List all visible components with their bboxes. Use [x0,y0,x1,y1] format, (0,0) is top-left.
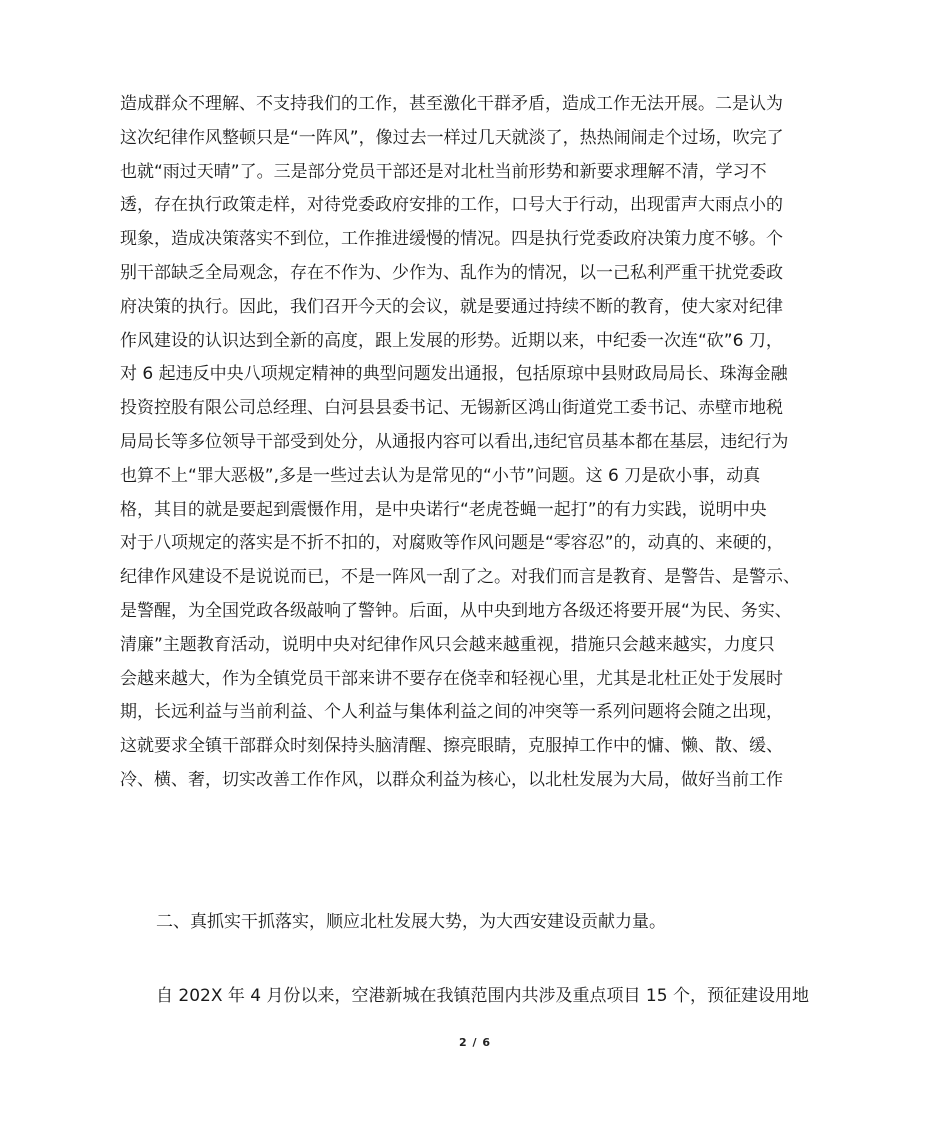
paragraph-line: 作风建设的认识达到全新的高度，跟上发展的形势。近期以来，中纪委一次连“砍”6 刀， [120,330,783,351]
paragraph-line: 对于八项规定的落实是不折不扣的，对腐败等作风问题是“零容忍”的，动真的、来硬的， [120,533,784,554]
paragraph-line: 清廉”主题教育活动，说明中央对纪律作风只会越来越重视，措施只会越来越实，力度只 [120,634,775,655]
paragraph-line: 格，其目的就是要起到震慑作用，是中央诺行“老虎苍蝇一起打”的有力实践，说明中央 [120,499,767,520]
paragraph-line: 别干部缺乏全局观念，存在不作为、少作为、乱作为的情况，以一己私利严重干扰党委政 [120,262,783,283]
paragraph-line: 透，存在执行政策走样，对待党委政府安排的工作，口号大于行动，出现雷声大雨点小的 [120,195,783,216]
paragraph-line: 也算不上“罪大恶极”,多是一些过去认为是常见的“小节”问题。这 6 刀是砍小事，动真 [120,465,761,486]
paragraph-line: 这就要求全镇干部群众时刻保持头脑清醒、擦亮眼睛，克服掉工作中的慵、懒、散、缓、 [120,736,783,757]
paragraph-line: 造成群众不理解、不支持我们的工作，甚至激化干群矛盾，造成工作无法开展。二是认为 [120,94,783,114]
paragraph-line: 冷、横、奢，切实改善工作作风，以群众利益为核心，以北杜发展为大局，做好当前工作 [120,769,783,790]
paragraph-line: 现象，造成决策落实不到位，工作推进缓慢的情况。四是执行党委政府决策力度不够。个 [120,229,783,250]
paragraph-line: 对 6 起违反中央八项规定精神的典型问题发出通报，包括原琼中县财政局局长、珠海金融 [120,364,788,385]
next-paragraph-line: 自 202X 年 4 月份以来，空港新城在我镇范围内共涉及重点项目 15 个，预征建设用地 [156,986,809,1006]
paragraph-line: 这次纪律作风整顿只是“一阵风”，像过去一样过几天就淡了，热热闹闹走个过场，吹完了 [120,127,784,148]
page-number: 2 / 6 [459,1036,491,1049]
paragraph-line: 府决策的执行。因此，我们召开今天的会议，就是要通过持续不断的教育，使大家对纪律 [120,296,783,317]
paragraph-line: 也就“雨过天晴”了。三是部分党员干部还是对北杜当前形势和新要求理解不清，学习不 [120,161,767,182]
paragraph-line: 纪律作风建设不是说说而已，不是一阵风一刮了之。对我们而言是教育、是警告、是警示、 [120,567,800,588]
section-heading: 二、真抓实干抓落实，顺应北杜发展大势，为大西安建设贡献力量。 [156,912,666,932]
paragraph-line: 投资控股有限公司总经理、白河县县委书记、无锡新区鸿山街道党工委书记、赤壁市地税 [120,398,783,419]
paragraph-line: 会越来越大，作为全镇党员干部来讲不要存在侥幸和轻视心里，尤其是北杜正处于发展时 [120,668,783,689]
body-paragraph [120,88,832,798]
paragraph-line: 局局长等多位领导干部受到处分，从通报内容可以看出,违纪官员基本都在基层，违纪行为 [120,431,789,452]
paragraph-line: 期，长远利益与当前利益、个人利益与集体利益之间的冲突等一系列问题将会随之出现， [120,702,783,723]
paragraph-line: 是警醒，为全国党政各级敲响了警钟。后面，从中央到地方各级还将要开展“为民、务实、 [120,600,792,621]
